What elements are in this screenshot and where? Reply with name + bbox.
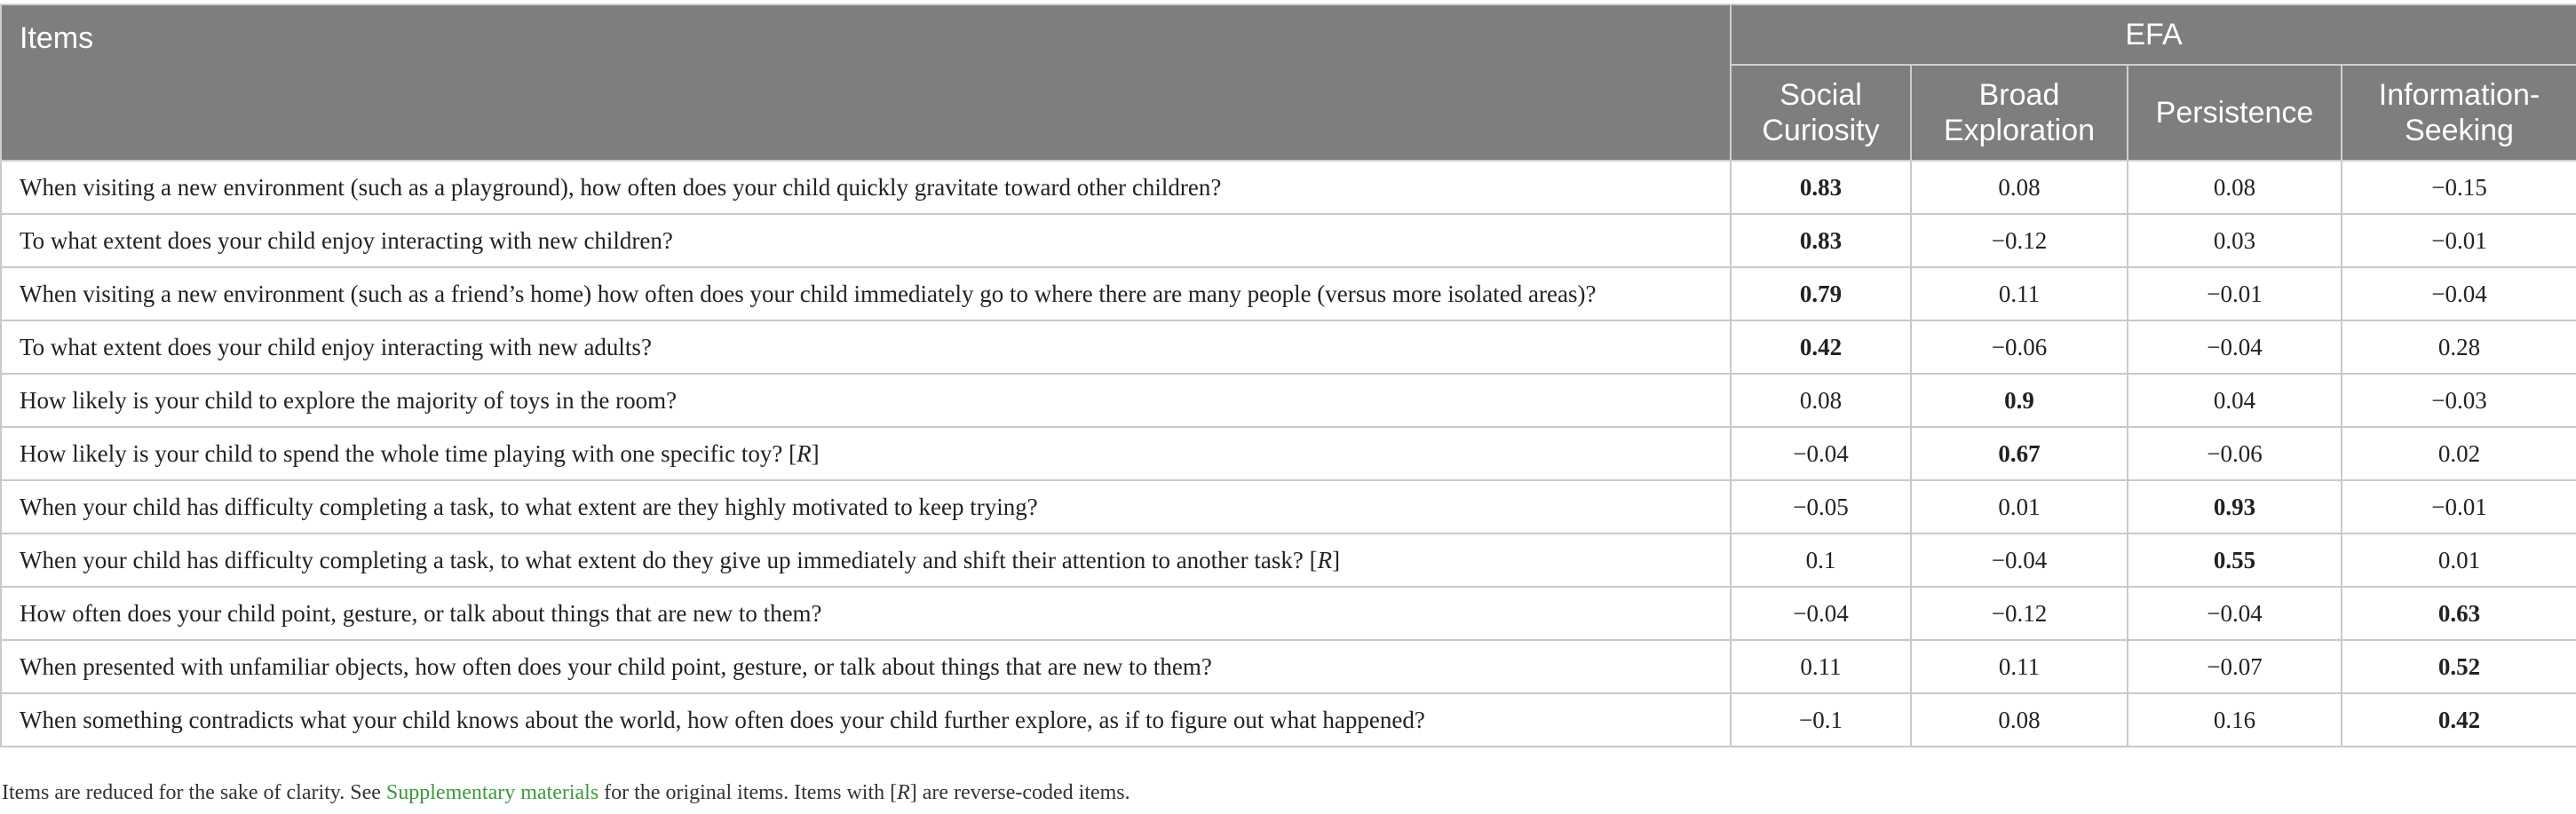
item-text: How likely is your child to explore the majority of toys in the room? — [20, 386, 678, 414]
loading-value: −0.04 — [2342, 267, 2576, 320]
loading-value: −0.06 — [1911, 320, 2128, 374]
reverse-marker-close: ] — [1332, 546, 1341, 573]
loading-value: 0.67 — [1911, 427, 2128, 480]
factor-column-header — [1731, 65, 1911, 161]
footnote-reverse-marker: R — [897, 781, 910, 804]
loading-value: 0.9 — [1911, 374, 2128, 427]
loading-value: −0.06 — [2128, 427, 2342, 480]
item-cell — [1, 587, 1731, 640]
loading-value: 0.79 — [1731, 267, 1911, 320]
table-footnote — [2, 781, 1130, 805]
item-text: When something contradicts what your child knows about the world, how often does your child further explore, as if to figure out what happened? — [20, 706, 1425, 733]
loading-value: −0.04 — [2128, 587, 2342, 640]
loading-value: 0.03 — [2128, 214, 2342, 267]
item-text: How often does your child point, gesture, or talk about things that are new to them? — [20, 599, 822, 627]
table-row — [1, 640, 2576, 693]
item-text: When presented with unfamiliar objects, how often does your child point, gesture, or talk about things that are new to them? — [20, 652, 1212, 680]
factor-header-line1: Social — [1779, 78, 1862, 112]
table-row — [1, 374, 2576, 427]
loading-value: 0.55 — [2128, 533, 2342, 587]
loading-value: 0.16 — [2128, 693, 2342, 747]
loading-value: 0.42 — [2342, 693, 2576, 747]
loading-value: 0.52 — [2342, 640, 2576, 693]
table-row — [1, 587, 2576, 640]
loading-value: −0.04 — [1911, 533, 2128, 587]
loading-value: 0.01 — [1911, 480, 2128, 533]
item-text: To what extent does your child enjoy interacting with new adults? — [20, 333, 652, 360]
loading-value: −0.04 — [2128, 320, 2342, 374]
item-text: When visiting a new environment (such as a friend’s home) how often does your child immediately go to where there are many people (versus more isolated areas)? — [20, 280, 1597, 307]
loading-value: −0.1 — [1731, 693, 1911, 747]
table-row — [1, 214, 2576, 267]
loading-value: −0.12 — [1911, 214, 2128, 267]
table-row — [1, 320, 2576, 374]
loading-value: −0.04 — [1731, 427, 1911, 480]
loading-value: 0.11 — [1731, 640, 1911, 693]
item-text: When your child has difficulty completing a task, to what extent are they highly motivated to keep trying? — [20, 493, 1038, 520]
loading-value: 0.08 — [1731, 374, 1911, 427]
supplementary-materials-link[interactable]: Supplementary materials — [385, 781, 599, 804]
factor-header-line1: Information- — [2378, 78, 2540, 112]
item-cell — [1, 320, 1731, 374]
loading-value: 0.08 — [2128, 161, 2342, 214]
item-cell — [1, 640, 1731, 693]
factor-header-line2: Curiosity — [1762, 114, 1880, 147]
loading-value: 0.93 — [2128, 480, 2342, 533]
item-text: To what extent does your child enjoy interacting with new children? — [20, 226, 673, 254]
efa-group-header: EFA — [1731, 4, 2576, 65]
loading-value: 0.04 — [2128, 374, 2342, 427]
factor-header-line2: Exploration — [1943, 114, 2096, 147]
table-row — [1, 480, 2576, 533]
loading-value: −0.12 — [1911, 587, 2128, 640]
loading-value: 0.01 — [2342, 533, 2576, 587]
loading-value: −0.03 — [2342, 374, 2576, 427]
loading-value: −0.01 — [2342, 480, 2576, 533]
loading-value: −0.01 — [2128, 267, 2342, 320]
loading-value: 0.11 — [1911, 640, 2128, 693]
factor-header-line2: Seeking — [2405, 114, 2514, 147]
item-cell — [1, 693, 1731, 747]
loading-value: −0.15 — [2342, 161, 2576, 214]
loading-value: 0.1 — [1731, 533, 1911, 587]
item-text: When your child has difficulty completing a task, to what extent do they give up immediately and shift their attention to another task? [ — [20, 546, 1318, 573]
factor-column-header — [1911, 65, 2128, 161]
table-row — [1, 693, 2576, 747]
table-row — [1, 161, 2576, 214]
item-cell — [1, 214, 1731, 267]
item-cell — [1, 480, 1731, 533]
loading-value: −0.01 — [2342, 214, 2576, 267]
item-cell — [1, 374, 1731, 427]
item-text: When visiting a new environment (such as a playground), how often does your child quickly gravitate toward other children? — [20, 173, 1222, 201]
loading-value: −0.05 — [1731, 480, 1911, 533]
table-row — [1, 267, 2576, 320]
reverse-marker: R — [797, 439, 812, 467]
loading-value: 0.08 — [1911, 693, 2128, 747]
efa-loadings-table — [0, 4, 2576, 747]
reverse-marker: R — [1317, 546, 1333, 573]
factor-header-line1: Persistence — [2155, 96, 2314, 130]
item-cell — [1, 161, 1731, 214]
factor-header-line1: Broad — [1978, 78, 2060, 112]
loading-value: 0.83 — [1731, 161, 1911, 214]
factor-column-header — [2342, 65, 2576, 161]
item-cell — [1, 533, 1731, 587]
footnote-text-start: Items are reduced for the sake of clarity. See — [2, 781, 386, 804]
loading-value: 0.28 — [2342, 320, 2576, 374]
footnote-text-middle: for the original items. Items with [ — [598, 781, 898, 804]
reverse-marker-close: ] — [811, 439, 820, 467]
footnote-text-end: ] are reverse-coded items. — [909, 781, 1130, 804]
item-cell — [1, 427, 1731, 480]
loading-value: −0.04 — [1731, 587, 1911, 640]
loading-value: 0.83 — [1731, 214, 1911, 267]
item-text: How likely is your child to spend the whole time playing with one specific toy? [ — [20, 439, 797, 467]
item-cell — [1, 267, 1731, 320]
loading-value: 0.63 — [2342, 587, 2576, 640]
loading-value: 0.42 — [1731, 320, 1911, 374]
loading-value: 0.02 — [2342, 427, 2576, 480]
table-row — [1, 427, 2576, 480]
loading-value: 0.11 — [1911, 267, 2128, 320]
loading-value: 0.08 — [1911, 161, 2128, 214]
items-column-header: Items — [1, 4, 1731, 161]
factor-column-header — [2128, 65, 2342, 161]
loading-value: −0.07 — [2128, 640, 2342, 693]
table-row — [1, 533, 2576, 587]
